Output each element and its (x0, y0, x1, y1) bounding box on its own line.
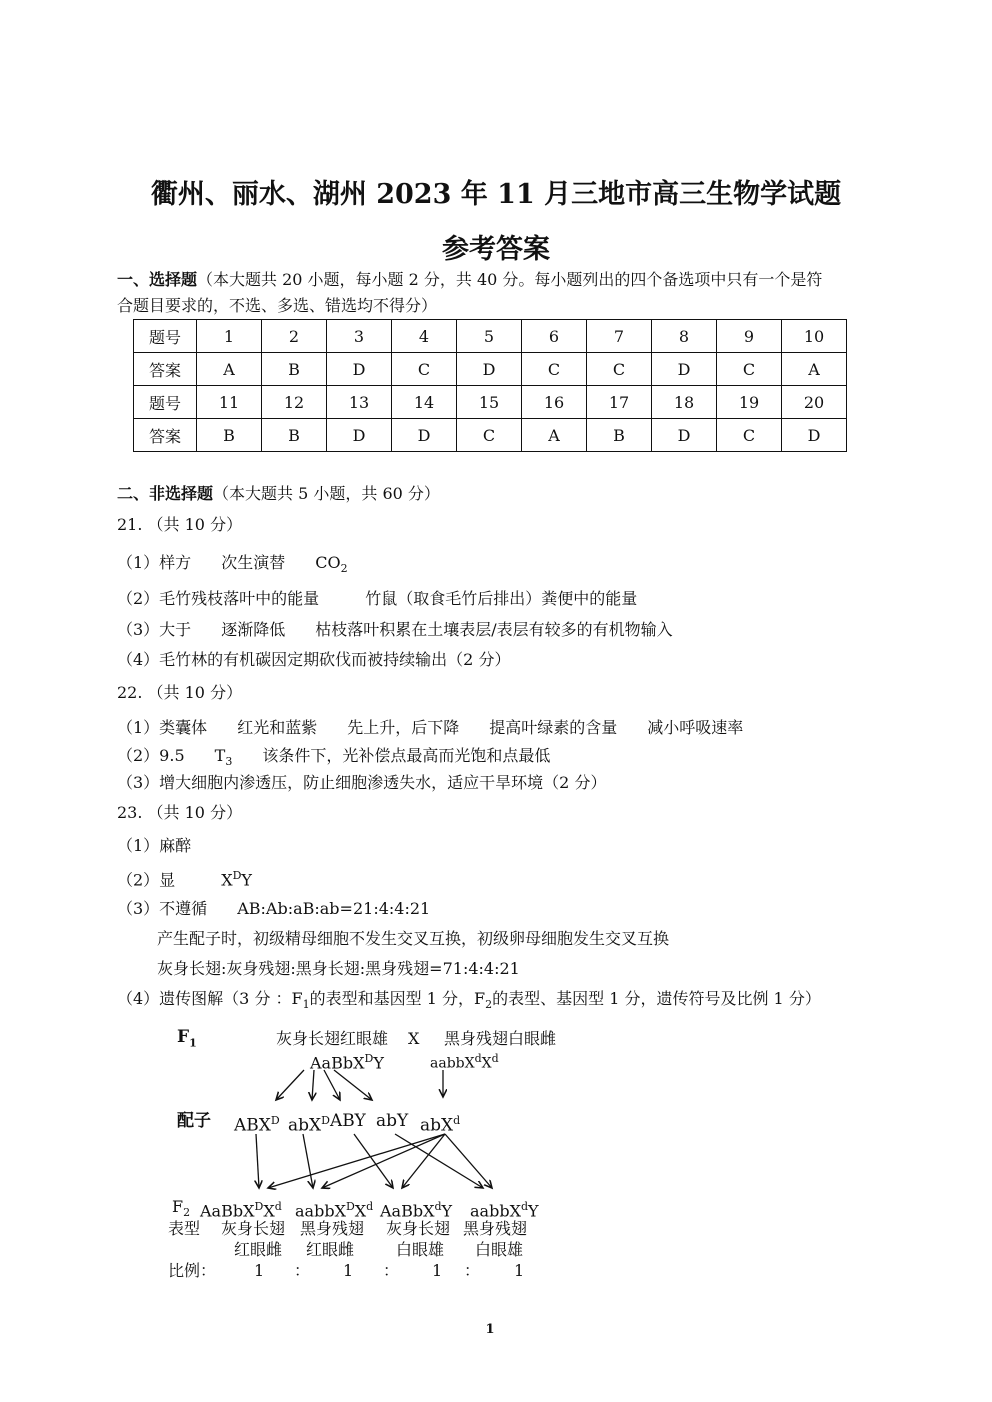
q23-line3-c: 产生配子时，初级精母细胞不发生交叉互换，初级卵母细胞发生交叉互换 (157, 929, 670, 948)
table-cell: 13 (327, 386, 392, 419)
table-cell: 16 (522, 386, 587, 419)
table-cell: 6 (522, 320, 587, 353)
q23-l2-tail: Y (241, 870, 252, 890)
parent-male-genotype: AaBbX$^D$Y (310, 1052, 384, 1073)
ratio-label: 比例： (168, 1261, 217, 1280)
q21-l3-a: （3）大于 (117, 620, 192, 639)
q22-l2-b: T (214, 746, 226, 765)
ratio-value: 1 (514, 1261, 525, 1280)
ratio-value: 1 (254, 1261, 265, 1280)
table-cell: C (717, 353, 782, 386)
ratio-sep: ： (464, 1261, 481, 1280)
q23-l2-sup: D (232, 869, 242, 882)
table-cell: D (652, 353, 717, 386)
table-cell: A (782, 353, 847, 386)
q21-line1: （1）样方 次生演替 $CO_2$ (117, 553, 348, 576)
q22-l1-d: 提高叶绿素的含量 (489, 718, 618, 737)
diagram-f1-label: $F_1$ (177, 1027, 197, 1050)
table-row-header: 题号 (134, 386, 197, 419)
q23-line3-d: 灰身长翅:灰身残翅:黑身长翅:黑身残翅=71:4:4:21 (157, 959, 520, 978)
table-row-header: 答案 (134, 353, 197, 386)
q23-line1: （1）麻醉 (117, 836, 192, 855)
gamete-label: 配子 (177, 1111, 211, 1131)
section1-heading: 一、选择题 (117, 270, 198, 289)
f2-pheno-2b: 红眼雌 (306, 1240, 355, 1259)
page-subtitle: 参考答案 (442, 234, 550, 265)
gamete-1: $ABX^D$ (234, 1114, 280, 1136)
section1-desc-line1: （本大题共 20 小题，每小题 2 分，共 40 分。每小题列出的四个备选项中只有一个是符 (197, 270, 823, 289)
cross-symbol: X (408, 1029, 420, 1048)
table-cell: 10 (782, 320, 847, 353)
arrow-line (303, 1134, 313, 1188)
arrow-line (324, 1070, 340, 1100)
table-cell: 17 (587, 386, 652, 419)
ratio-sep: ： (383, 1261, 400, 1280)
arrow-line (256, 1134, 259, 1188)
q21-l2-a: （2）毛竹残枝落叶中的能量 (117, 589, 320, 608)
table-cell: C (587, 353, 652, 386)
table-cell: 11 (197, 386, 262, 419)
q23-l3-b: AB:Ab:aB:ab=21:4:4:21 (237, 899, 431, 918)
page-title: 衢州、丽水、湖州 2023 年 11 月三地市高三生物学试题 (150, 179, 842, 210)
section2-desc: （本大题共 5 小题，共 60 分） (213, 484, 440, 503)
q21-l1-a: （1）样方 (117, 553, 192, 572)
table-cell: D (327, 419, 392, 452)
arrow-line (334, 1070, 372, 1100)
section1-desc-line2: 合题目要求的，不选、多选、错选均不得分） (117, 296, 438, 315)
arrow-line (276, 1070, 304, 1100)
q22-l2-c: 该条件下，光补偿点最高而光饱和点最低 (262, 746, 551, 765)
q22-l1-e: 减小呼吸速率 (647, 718, 744, 737)
arrow-line (268, 1134, 445, 1188)
table-cell: 1 (197, 320, 262, 353)
gamete-2: abX$^D$ (288, 1114, 330, 1136)
table-row-header: 答案 (134, 419, 197, 452)
arrow-line (445, 1134, 492, 1188)
q21-l2-b: 竹鼠（取食毛竹后排出）粪便中的能量 (365, 589, 638, 608)
gamete-3: ABY (330, 1111, 366, 1131)
table-cell: 8 (652, 320, 717, 353)
parent-male-phenotype: 灰身长翅红眼雄 (276, 1029, 389, 1048)
f2-pheno-4a: 黑身残翅 (463, 1219, 528, 1238)
table-cell: A (197, 353, 262, 386)
ratio-value: 1 (432, 1261, 443, 1280)
arrow-line (354, 1134, 393, 1188)
table-cell: 7 (587, 320, 652, 353)
table-cell: B (587, 419, 652, 452)
table-cell: B (197, 419, 262, 452)
ratio-sep: ： (294, 1261, 311, 1280)
gamete-4: abY (376, 1111, 409, 1131)
table-cell: B (262, 353, 327, 386)
gamete-5: abX$^d$ (420, 1114, 461, 1136)
q21-header: 21. （共 10 分） (117, 515, 243, 534)
table-row-header: 题号 (134, 320, 197, 353)
arrow-line (312, 1070, 314, 1100)
q22-l1-c: 先上升，后下降 (347, 718, 460, 737)
table-cell: 14 (392, 386, 457, 419)
q22-l2-a: （2）9.5 (117, 746, 185, 765)
q23-l2-b: X (221, 870, 233, 890)
table-cell: 4 (392, 320, 457, 353)
parent-female-phenotype: 黑身残翅白眼雌 (444, 1029, 557, 1048)
page-number: 1 (485, 1322, 495, 1337)
f2-genotype-1: $AaBbX^DX^d$ (200, 1200, 282, 1221)
f2-pheno-1a: 灰身长翅 (221, 1219, 286, 1238)
table-cell: 15 (457, 386, 522, 419)
q23-l4-pre: （4）遗传图解（3 分 ：F (117, 989, 303, 1008)
table-cell: 19 (717, 386, 782, 419)
table-cell: 12 (262, 386, 327, 419)
q21-l1-b: 次生演替 (221, 553, 286, 572)
f2-genotype-4: aabbX$^d$Y (470, 1200, 539, 1221)
q22-l1-a: （1）类囊体 (117, 718, 208, 737)
q23-header: 23. （共 10 分） (117, 803, 243, 822)
f2-pheno-1b: 红眼雌 (234, 1240, 283, 1259)
q23-line4: （4）遗传图解（3 分 ：$F_1$的表型和基因型 1 分，$F_2$的表型、基因型 1 分，遗传符号及比例 1 分） (117, 989, 821, 1012)
q23-l4-mid: 的表型和基因型 1 分，F (309, 989, 486, 1008)
table-cell: D (327, 353, 392, 386)
table-cell: 18 (652, 386, 717, 419)
f2-pheno-3b: 白眼雄 (396, 1240, 445, 1259)
table-cell: D (392, 419, 457, 452)
f2-genotype-3: AaBbX$^d$Y (380, 1200, 453, 1221)
q22-line2: （2）9.5 $T_3$ 该条件下，光补偿点最高而光饱和点最低 (117, 746, 551, 769)
section2-heading: 二、非选择题 (117, 484, 214, 503)
table-cell: A (522, 419, 587, 452)
q22-l1-b: 红光和蓝紫 (237, 718, 318, 737)
table-cell: C (457, 419, 522, 452)
table-cell: D (652, 419, 717, 452)
table-cell: C (522, 353, 587, 386)
q22-line3: （3）增大细胞内渗透压，防止细胞渗透失水，适应干旱环境（2 分） (117, 773, 607, 792)
phenotype-label: 表型 (168, 1219, 201, 1238)
table-cell: 9 (717, 320, 782, 353)
table-cell: 3 (327, 320, 392, 353)
q23-l4-post: 的表型、基因型 1 分，遗传符号及比例 1 分） (492, 989, 821, 1008)
table-cell: 5 (457, 320, 522, 353)
q21-line4: （4）毛竹林的有机碳因定期砍伐而被持续输出（2 分） (117, 650, 511, 669)
ratio-value: 1 (343, 1261, 354, 1280)
arrow-line (322, 1134, 445, 1188)
table-cell: 20 (782, 386, 847, 419)
f2-genotype-2: $aabbX^DX^d$ (295, 1200, 374, 1221)
table-cell: D (457, 353, 522, 386)
f2-pheno-4b: 白眼雄 (475, 1240, 524, 1259)
q21-l3-b: 逐渐降低 (221, 620, 286, 639)
table-cell: C (717, 419, 782, 452)
f2-pheno-3a: 灰身长翅 (386, 1219, 451, 1238)
q23-l2-a: （2）显 (117, 870, 176, 890)
diagram-f2-label: $F_2$ (172, 1197, 191, 1220)
parent-female-genotype: $aabbX^dX^d$ (430, 1052, 499, 1072)
q23-l3-a: （3）不遵循 (117, 899, 208, 918)
q21-l1-c: CO (315, 553, 341, 572)
table-cell: B (262, 419, 327, 452)
q21-l3-c: 枯枝落叶积累在土壤表层/表层有较多的有机物输入 (315, 620, 673, 639)
q22-header: 22. （共 10 分） (117, 683, 243, 702)
table-cell: D (782, 419, 847, 452)
table-cell: C (392, 353, 457, 386)
f2-pheno-2a: 黑身残翅 (300, 1219, 365, 1238)
table-cell: 2 (262, 320, 327, 353)
